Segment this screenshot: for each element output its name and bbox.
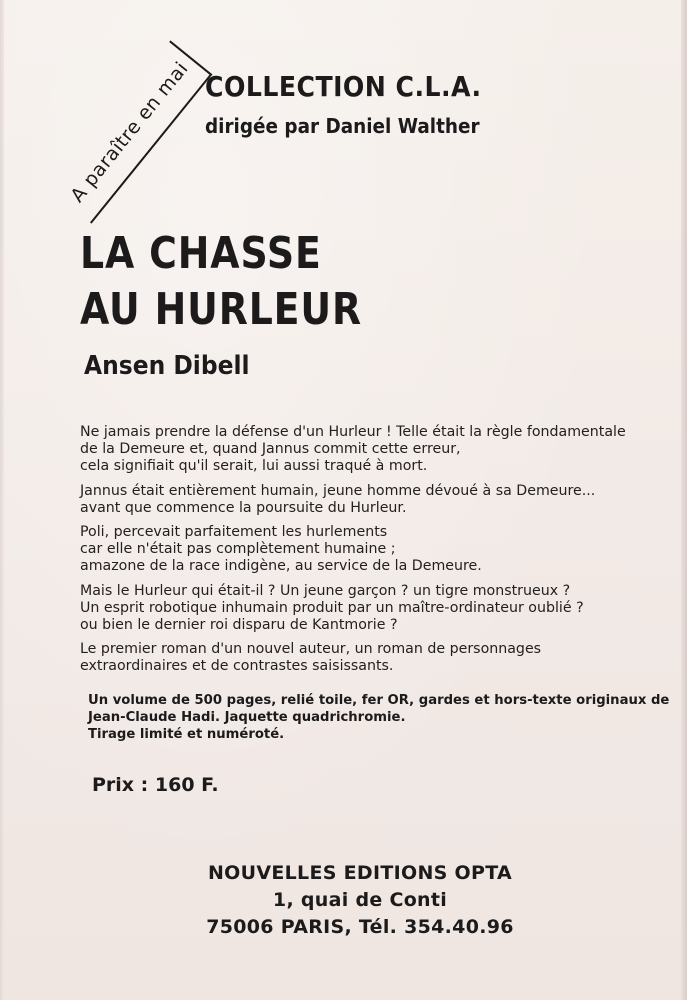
synopsis-paragraph	[80, 483, 640, 517]
cover-left-edge	[0, 0, 4, 1000]
collection-name: COLLECTION C.L.A.	[205, 70, 482, 103]
synopsis-paragraph	[80, 524, 640, 576]
synopsis-line: de la Demeure et, quand Jannus commit cette erreur,	[80, 441, 461, 458]
synopsis-line: Jannus était entièrement humain, jeune homme dévoué à sa Demeure...	[80, 482, 596, 499]
book-title	[80, 226, 362, 338]
publisher-street: 1, quai de Conti	[272, 889, 448, 911]
synopsis	[80, 424, 640, 683]
edition-specs-line: Un volume de 500 pages, relié toile, fer OR, gardes et hors-texte originaux de	[88, 693, 670, 708]
publisher-block	[150, 860, 570, 941]
book-title-line: LA CHASSE	[80, 228, 322, 279]
synopsis-paragraph	[80, 424, 640, 476]
release-banner-text: A paraître en mai	[66, 57, 193, 207]
synopsis-line: Mais le Hurleur qui était-il ? Un jeune garçon ? un tigre monstrueux ?	[80, 582, 571, 599]
synopsis-line: avant que commence la poursuite du Hurleur.	[80, 499, 407, 516]
edition-specs	[88, 692, 670, 743]
synopsis-line: Poli, percevait parfaitement les hurlements	[80, 524, 388, 541]
synopsis-line: Un esprit robotique inhumain produit par un maître-ordinateur oublié ?	[80, 599, 584, 616]
publisher-name: NOUVELLES EDITIONS OPTA	[207, 862, 513, 884]
publisher-city-phone: 75006 PARIS, Tél. 354.40.96	[206, 916, 514, 938]
synopsis-line: Le premier roman d'un nouvel auteur, un roman de personnages	[80, 641, 542, 658]
synopsis-line: amazone de la race indigène, au service de la Demeure.	[80, 558, 482, 575]
synopsis-paragraph	[80, 583, 640, 635]
release-banner	[50, 40, 213, 223]
synopsis-line: extraordinaires et de contrastes saisissants.	[80, 658, 394, 675]
synopsis-line: car elle n'était pas complètement humaine ;	[80, 541, 396, 558]
book-title-line: AU HURLEUR	[80, 284, 362, 335]
synopsis-paragraph	[80, 641, 640, 675]
price: Prix : 160 F.	[92, 774, 219, 796]
synopsis-line: cela signifiait qu'il serait, lui aussi traqué à mort.	[80, 458, 428, 475]
synopsis-line: ou bien le dernier roi disparu de Kantmorie ?	[80, 617, 398, 634]
edition-specs-line: Jean-Claude Hadi. Jaquette quadrichromie.	[88, 710, 406, 725]
book-author: Ansen Dibell	[84, 351, 250, 381]
collection-director: dirigée par Daniel Walther	[205, 114, 480, 138]
cover-right-edge	[681, 0, 687, 1000]
edition-specs-line: Tirage limité et numéroté.	[88, 727, 285, 742]
synopsis-line: Ne jamais prendre la défense d'un Hurleur ! Telle était la règle fondamentale	[80, 424, 626, 440]
